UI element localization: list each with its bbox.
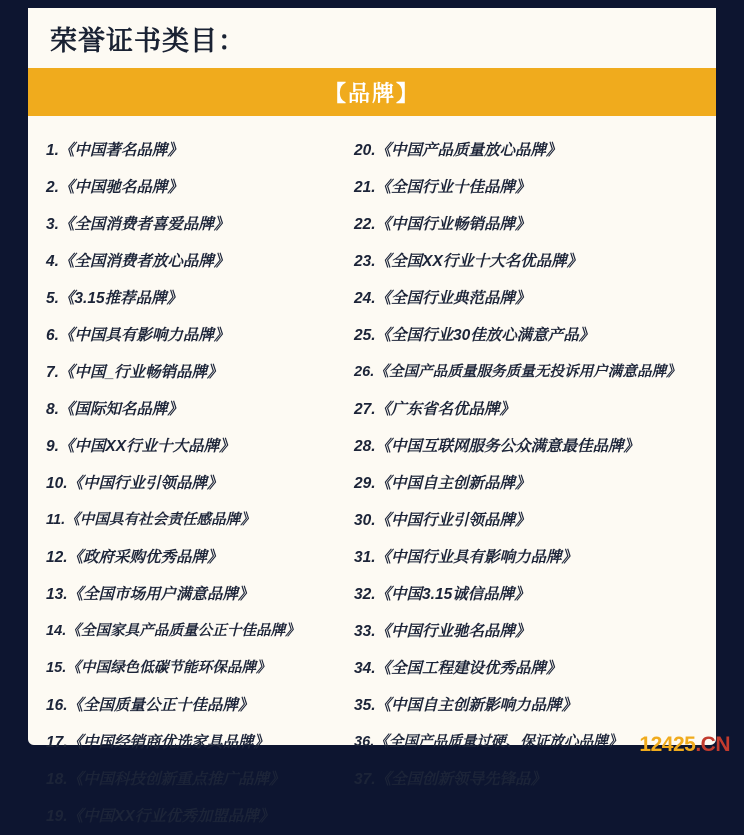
list-item-label: 7.《中国_行业畅销品牌》 (46, 363, 223, 381)
list-item-label: 8.《国际知名品牌》 (46, 400, 183, 418)
list-item (354, 132, 706, 169)
watermark-number: 12425 (639, 733, 696, 756)
list-item-label: 35.《中国自主创新影响力品牌》 (354, 696, 578, 714)
list-item (46, 798, 354, 835)
list-item (46, 724, 354, 761)
watermark (639, 733, 730, 757)
list-item-label: 3.《全国消费者喜爱品牌》 (46, 215, 230, 233)
list-item-label: 27.《广东省名优品牌》 (354, 400, 516, 418)
list-item (354, 280, 706, 317)
list-item (46, 650, 354, 687)
list-item (354, 613, 706, 650)
list-item-label: 31.《中国行业具有影响力品牌》 (354, 548, 578, 566)
list-item-label: 11.《中国具有社会责任感品牌》 (46, 512, 255, 529)
list-item-label: 25.《全国行业30佳放心满意产品》 (354, 326, 595, 344)
title-bar (28, 8, 716, 68)
list-item-label: 14.《全国家具产品质量公正十佳品牌》 (46, 623, 300, 640)
list-item-label: 15.《中国绿色低碳节能环保品牌》 (46, 660, 271, 677)
list-item (46, 687, 354, 724)
list-item-label: 13.《全国市场用户满意品牌》 (46, 585, 254, 603)
list-item-label: 28.《中国互联网服务公众满意最佳品牌》 (354, 437, 640, 455)
list-item-label: 34.《全国工程建设优秀品牌》 (354, 659, 562, 677)
list-item-label: 22.《中国行业畅销品牌》 (354, 215, 531, 233)
list-item (354, 650, 706, 687)
list-item-label: 33.《中国行业驰名品牌》 (354, 622, 531, 640)
list-item-label: 6.《中国具有影响力品牌》 (46, 326, 230, 344)
watermark-suffix: .CN (695, 733, 730, 756)
list-item-label: 21.《全国行业十佳品牌》 (354, 178, 531, 196)
certificate-columns (28, 132, 716, 835)
list-item-label: 37.《全国创新领导先锋品》 (354, 770, 547, 788)
list-item-label: 16.《全国质量公正十佳品牌》 (46, 696, 254, 714)
list-item-label: 24.《全国行业典范品牌》 (354, 289, 531, 307)
list-item (354, 687, 706, 724)
list-item (46, 132, 354, 169)
list-item (354, 169, 706, 206)
certificate-column-right (354, 132, 706, 835)
list-item-label: 30.《中国行业引领品牌》 (354, 511, 531, 529)
list-item (354, 354, 706, 391)
list-item (46, 465, 354, 502)
list-item (46, 317, 354, 354)
list-item (46, 761, 354, 798)
list-item (354, 539, 706, 576)
category-band (28, 68, 716, 116)
list-item (46, 502, 354, 539)
list-item (354, 576, 706, 613)
list-item-label: 19.《中国XX行业优秀加盟品牌》 (46, 807, 275, 825)
list-item (354, 317, 706, 354)
list-item (46, 391, 354, 428)
list-item (46, 206, 354, 243)
list-item-label: 5.《3.15推荐品牌》 (46, 289, 183, 307)
list-item (46, 428, 354, 465)
list-item (46, 243, 354, 280)
list-item (46, 613, 354, 650)
list-item-label: 17.《中国经销商优选家具品牌》 (46, 733, 270, 751)
list-item (354, 465, 706, 502)
list-item-label: 26.《全国产品质量服务质量无投诉用户满意品牌》 (354, 364, 681, 381)
list-item (354, 243, 706, 280)
list-item (46, 169, 354, 206)
list-item (354, 502, 706, 539)
list-item-label: 29.《中国自主创新品牌》 (354, 474, 531, 492)
list-item-label: 1.《中国著名品牌》 (46, 141, 183, 159)
list-item-label: 20.《中国产品质量放心品牌》 (354, 141, 562, 159)
list-item (46, 280, 354, 317)
list-item-label: 2.《中国驰名品牌》 (46, 178, 183, 196)
list-item-label: 12.《政府采购优秀品牌》 (46, 548, 223, 566)
list-item-label: 32.《中国3.15诚信品牌》 (354, 585, 530, 603)
list-item-label: 36.《全国产品质量过硬、保证放心品牌》 (354, 734, 623, 751)
certificate-column-left (46, 132, 354, 835)
list-item-label: 10.《中国行业引领品牌》 (46, 474, 223, 492)
list-item (354, 391, 706, 428)
list-item (354, 206, 706, 243)
list-item (354, 428, 706, 465)
list-item-label: 4.《全国消费者放心品牌》 (46, 252, 230, 270)
list-item-label: 23.《全国XX行业十大名优品牌》 (354, 252, 583, 270)
category-band-label: 【品牌】 (323, 80, 420, 106)
list-item (46, 354, 354, 391)
list-item (46, 576, 354, 613)
list-item-label: 9.《中国XX行业十大品牌》 (46, 437, 235, 455)
page-title: 荣誉证书类目： (50, 25, 246, 56)
list-item-label: 18.《中国科技创新重点推广品牌》 (46, 770, 285, 788)
list-item (46, 539, 354, 576)
list-item (354, 761, 706, 798)
